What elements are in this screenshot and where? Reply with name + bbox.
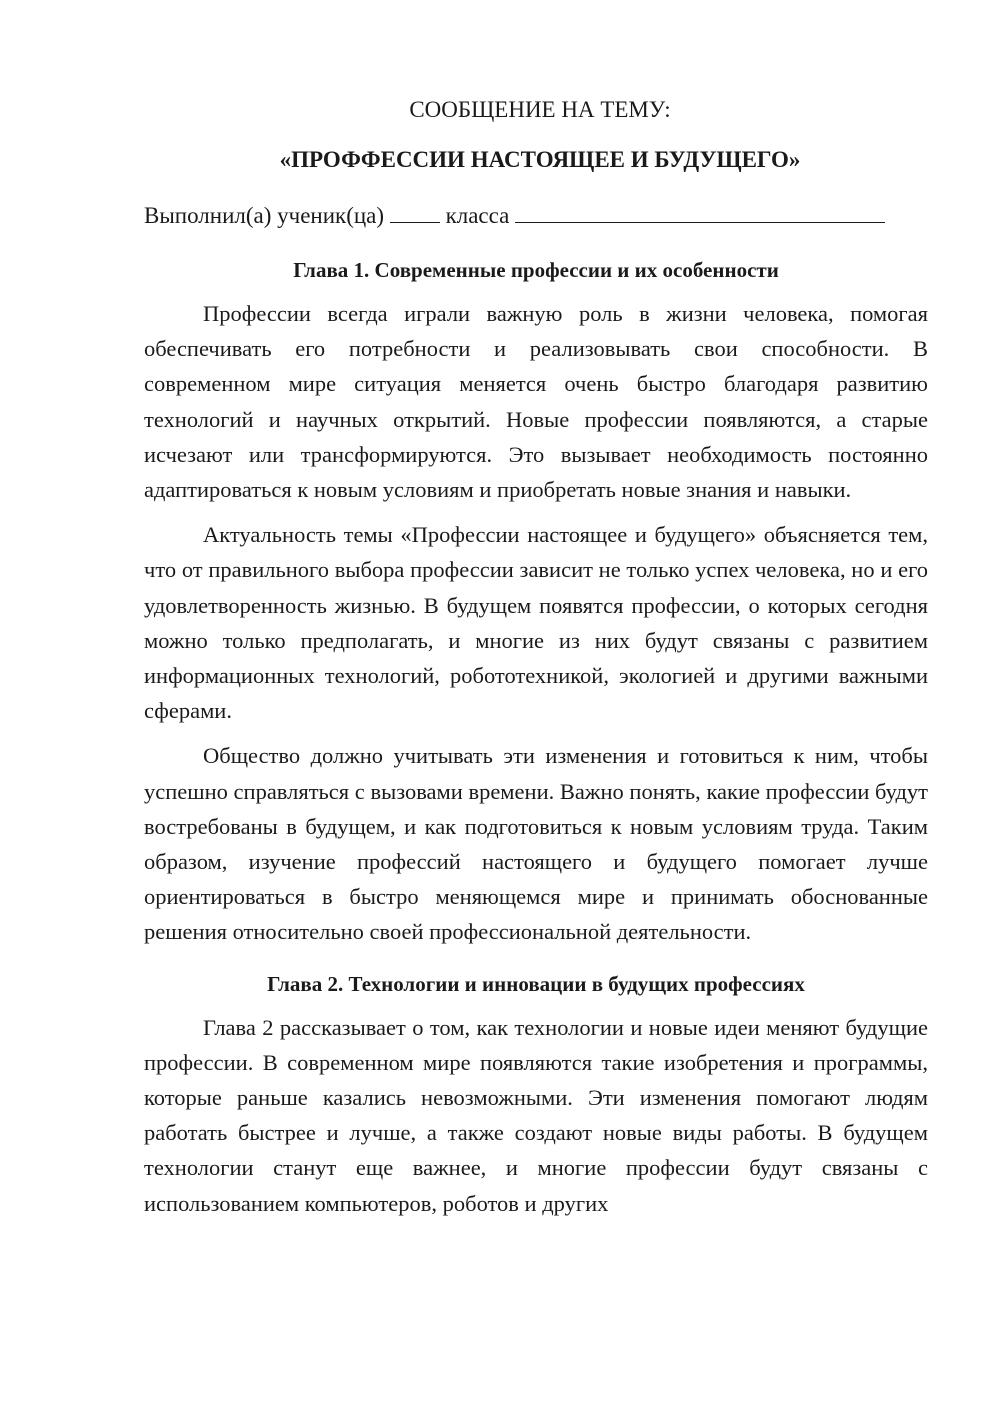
class-label: класса bbox=[445, 203, 510, 228]
grade-blank bbox=[390, 202, 440, 223]
chapter-2-title: Глава 2. Технологии и инновации в будущих профессиях bbox=[267, 971, 805, 996]
chapter-1-paragraph-1: Профессии всегда играли важную роль в жизни человека, помогая обеспечивать его потребности и реализовывать свои способности. В современном мире ситуация меняется очень быстро благодаря развитию технологий и научных открытий. Новые профессии появляются, а старые исчезают или трансформируются. Это вызывает необходимость постоянно адаптироваться к новым условиям и приобретать новые знания и навыки. bbox=[144, 301, 928, 503]
document-page bbox=[144, 92, 928, 1231]
chapter-1-paragraph-3: Общество должно учитывать эти изменения и готовиться к ним, чтобы успешно справляться с вызовами времени. Важно понять, какие профессии будут востребованы в будущем, и как подготовиться к новым условиям труда. Таким образом, изучение профессий настоящего и будущего помогает лучше ориентироваться в быстро меняющемся мире и принимать обоснованные решения относительно своей профессиональной деятельности. bbox=[144, 743, 928, 945]
document-title-line2: «ПРОФФЕССИИ НАСТОЯЩЕЕ И БУДУЩЕГО» bbox=[279, 147, 801, 172]
chapter-1-title: Глава 1. Современные профессии и их особенности bbox=[293, 258, 779, 282]
chapter-1-paragraph-2: Актуальность темы «Профессии настоящее и будущего» объясняется тем, что от правильного выбора профессии зависит не только успех человека, но и его удовлетворенность жизнью. В будущем появятся профессии, о которых сегодня можно только предполагать, и многие из них будут связаны с развитием информационных технологий, робототехникой, экологией и другими важными сферами. bbox=[144, 522, 928, 724]
author-line bbox=[144, 198, 928, 234]
author-label: Выполнил(а) ученик(ца) bbox=[144, 203, 385, 228]
name-blank bbox=[515, 202, 885, 223]
document-title-line1: СООБЩЕНИЕ НА ТЕМУ: bbox=[409, 97, 671, 122]
chapter-2-paragraph-1: Глава 2 рассказывает о том, как технологии и новые идеи меняют будущие профессии. В современном мире появляются такие изобретения и программы, которые раньше казались невозможными. Эти изменения помогают людям работать быстрее и лучше, а также создают новые виды работы. В будущем технологии станут еще важнее, и многие профессии будут связаны с использованием компьютеров, роботов и других bbox=[144, 1014, 928, 1216]
